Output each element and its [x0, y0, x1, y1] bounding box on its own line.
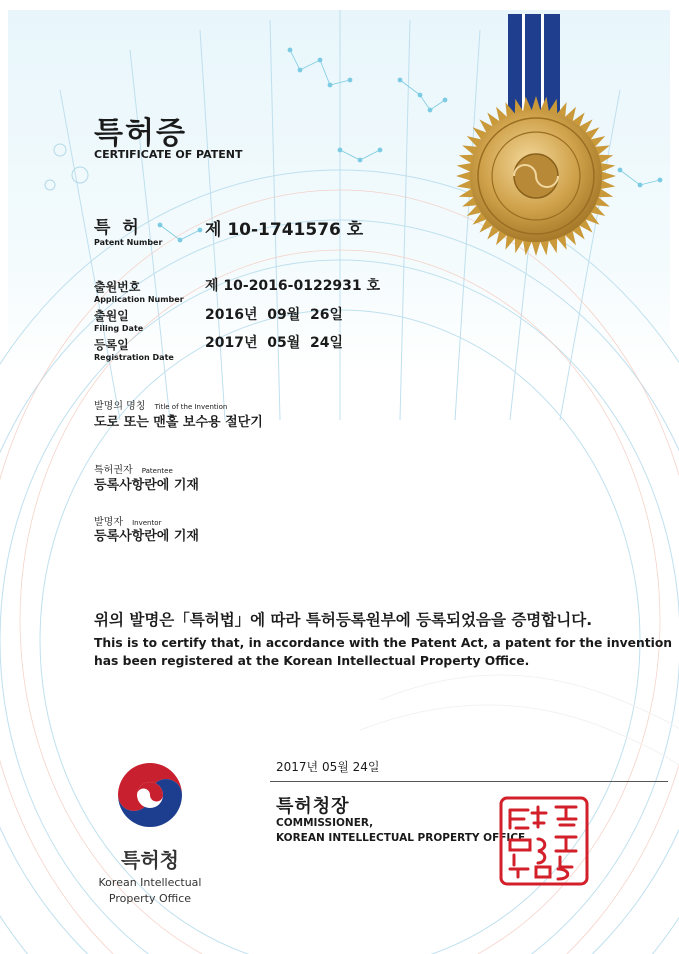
official-stamp-icon [498, 795, 590, 887]
inventor-label-ko: 발명자 [94, 517, 123, 528]
patent-number-label [94, 213, 162, 247]
certificate-title: 특허증 [94, 116, 187, 151]
application-label [94, 278, 184, 304]
gold-seal-icon [455, 95, 617, 257]
filing-label [94, 307, 143, 333]
registration-label-ko: 등록일 [94, 338, 129, 352]
invention-label-ko: 발명의 명칭 [94, 401, 146, 412]
invention-label-en: Title of the Invention [154, 403, 228, 411]
office-name-en-line1: Korean Intellectual [98, 876, 202, 889]
office-name-en-line2: Property Office [108, 892, 192, 905]
registration-value: 2017년 05월 24일 [205, 335, 343, 351]
signer-title-en-line1: COMMISSIONER, [276, 817, 374, 829]
kipo-logo-icon [110, 755, 190, 835]
statement-en-line2: has been registered at the Korean Intellectual Property Office. [94, 654, 530, 668]
application-value: 제 10-2016-0122931 호 [205, 278, 381, 294]
inventor-label-en: Inventor [132, 519, 162, 527]
filing-value: 2016년 09월 26일 [205, 307, 343, 323]
signer-title-en-line2: KOREAN INTELLECTUAL PROPERTY OFFICE [276, 832, 526, 844]
patentee-label-en: Patentee [141, 467, 173, 475]
statement-en-line1: This is to certify that, in accordance with the Patent Act, a patent for the invention [94, 636, 673, 650]
application-label-ko: 출원번호 [94, 280, 141, 294]
invention-value: 도로 또는 맨홀 보수용 절단기 [94, 415, 263, 430]
office-name-ko: 특허청 [121, 848, 179, 872]
registration-label-en: Registration Date [94, 353, 174, 362]
patent-number-value: 제 10-1741576 호 [205, 220, 364, 240]
application-label-en: Application Number [94, 295, 184, 304]
patent-label-ko: 특 허 [94, 218, 142, 238]
filing-label-en: Filing Date [94, 324, 144, 333]
inventor-value: 등록사항란에 기재 [94, 529, 199, 544]
patentee-value: 등록사항란에 기재 [94, 478, 199, 493]
statement-ko: 위의 발명은「특허법」에 따라 특허등록원부에 등록되었음을 증명합니다. [94, 611, 593, 629]
certificate-subtitle: CERTIFICATE OF PATENT [94, 148, 243, 161]
registration-label [94, 336, 174, 362]
patent-label-en: Patent Number [94, 238, 163, 247]
patentee-label-ko: 특허권자 [94, 465, 133, 476]
issue-date: 2017년 05월 24일 [276, 760, 380, 774]
signature-divider [270, 781, 668, 782]
filing-label-ko: 출원일 [94, 309, 129, 323]
signer-title-ko: 특허청장 [276, 796, 350, 817]
